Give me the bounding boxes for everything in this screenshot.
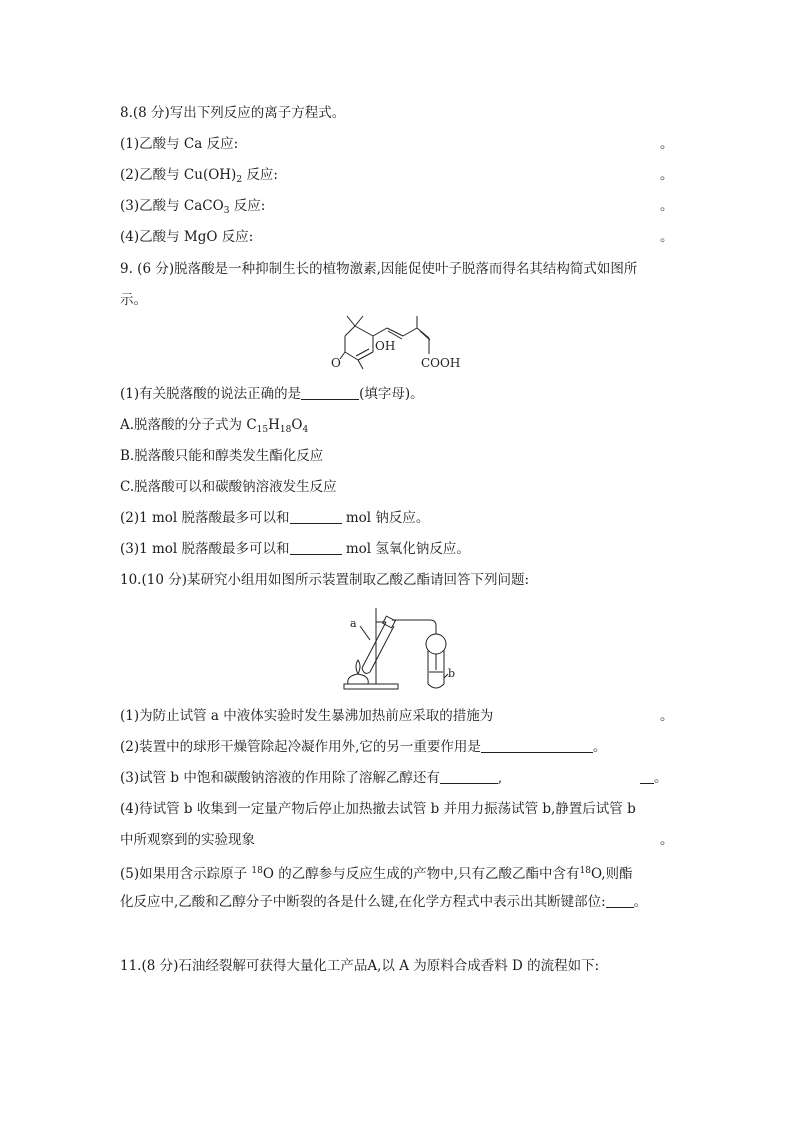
label-b: b	[448, 667, 456, 680]
q9-title-line2: 示。	[120, 292, 147, 308]
q8-item-2-end: 。	[660, 167, 674, 183]
q10-s5-line2: 化反应中,乙酸和乙醇分子中断裂的各是什么键,在化学方程式中表示出其断键部位: 。	[120, 894, 648, 910]
q9-sub2: (2)1 mol 脱落酸最多可以和 mol 钠反应。	[120, 510, 430, 526]
q10-s1-end: 。	[660, 708, 674, 724]
q9-option-b: B.脱落酸只能和醇类发生酯化反应	[120, 448, 324, 464]
answer-blank	[440, 769, 498, 784]
answer-blank	[301, 385, 359, 400]
q9-sub3: (3)1 mol 脱落酸最多可以和 mol 氢氧化钠反应。	[120, 541, 470, 557]
q9-option-c: C.脱落酸可以和碳酸钠溶液发生反应	[120, 479, 337, 495]
oh-label: OH	[375, 339, 396, 353]
q10-s3: (3)试管 b 中饱和碳酸钠溶液的作用除了溶解乙醇还有 ,	[120, 770, 503, 786]
q10-s5-line1: (5)如果用含示踪原子 $^{18}$O 的乙醇参与反应生成的产物中,只有乙酸乙酯中含有$^{18}$O,则酯	[120, 866, 633, 882]
label-a: a	[350, 617, 357, 630]
q11-title: 11.(8 分)石油经裂解可获得大量化工产品A,以 A 为原料合成香料 D 的流程如下:	[120, 958, 600, 974]
q10-s1: (1)为防止试管 a 中液体实验时发生暴沸加热前应采取的措施为	[120, 708, 494, 724]
q8-item-4-end: 。	[660, 229, 674, 245]
q9-option-a: A.脱落酸的分子式为 $C_{15}H_{18}O_4$	[120, 417, 309, 435]
q9-title-line1: 9. (6 分)脱落酸是一种抑制生长的植物激素,因能促使叶子脱落而得名其结构简式如图所	[120, 261, 638, 277]
abscisic-acid-structure	[325, 312, 475, 374]
q8-item-1-end: 。	[660, 136, 674, 152]
q9-sub1: (1)有关脱落酸的说法正确的是 (填字母)。	[120, 386, 424, 402]
q10-s3-end: 。	[640, 769, 668, 787]
q10-s4-line1: (4)待试管 b 收集到一定量产物后停止加热撤去试管 b 并用力振荡试管 b,静置后试管 b	[120, 801, 636, 817]
answer-blank	[481, 738, 593, 753]
q8-item-2: (2)乙酸与 $Cu(OH)_2$ 反应:	[120, 167, 278, 185]
q10-s2: (2)装置中的球形干燥管除起冷凝作用外,它的另一重要作用是 。	[120, 739, 607, 755]
answer-blank	[290, 509, 342, 524]
answer-blank	[640, 769, 654, 784]
q8-item-1: (1)乙酸与 Ca 反应:	[120, 136, 239, 152]
cooh-label: COOH	[421, 356, 461, 370]
q10-title: 10.(10 分)某研究小组用如图所示装置制取乙酸乙酯请回答下列问题:	[120, 572, 530, 588]
q8-title: 8.(8 分)写出下列反应的离子方程式。	[120, 105, 346, 121]
q8-item-3: (3)乙酸与 CaCO$_3$ 反应:	[120, 198, 266, 216]
q8-item-3-end: 。	[660, 198, 674, 214]
answer-blank	[606, 893, 634, 908]
q8-item-4: (4)乙酸与 MgO 反应:	[120, 229, 254, 245]
ester-apparatus-figure	[340, 600, 470, 692]
q10-s4-end: 。	[660, 832, 674, 848]
carbonyl-o-label: O	[331, 356, 341, 370]
q10-s4-line2: 中所观察到的实验现象	[120, 832, 255, 848]
answer-blank	[290, 540, 342, 555]
